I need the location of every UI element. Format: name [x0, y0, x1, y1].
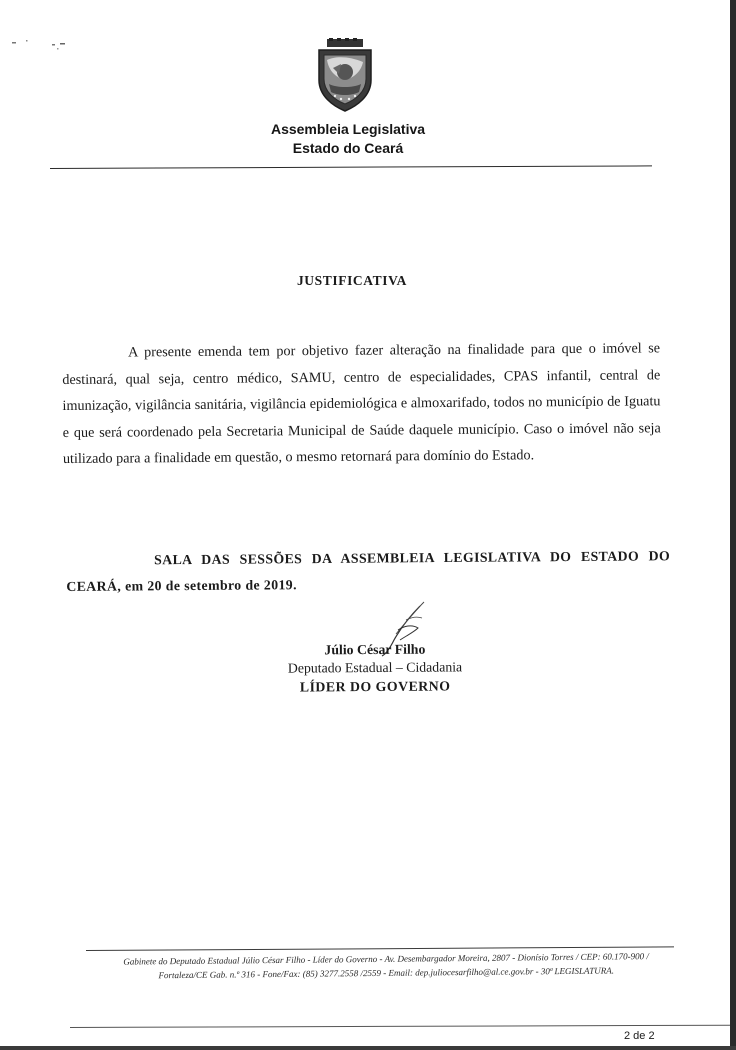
signer-name: Júlio César Filho — [324, 641, 426, 658]
signer-role: Deputado Estadual – Cidadania — [287, 659, 463, 676]
scan-specks — [12, 38, 72, 52]
org-name-line: Assembleia Legislativa — [270, 121, 426, 137]
signature-block — [250, 639, 500, 698]
closing-statement: SALA DAS SESSÕES DA ASSEMBLEIA LEGISLATIVA DO ESTADO DO CEARÁ, em 20 de setembro de 2019. — [66, 548, 671, 594]
justification-paragraph: A presente emenda tem por objetivo fazer alteração na finalidade para que o imóvel se destinará, qual seja, centro médico, SAMU, centro de especialidades, CPAS infantil, central de imunização, vigilância sanitária, vigilância epidemiológica e almoxarifado, todos no município de Iguatu e que será coordenado pela Secretaria Municipal de Saúde daquele município. Caso o imóvel não seja utilizado para a finalidade em questão, o mesmo retornará para domínio do Estado. — [62, 340, 661, 467]
closing-session-room: SALA DAS SESSÕES DA ASSEMBLEIA LEGISLATIVA DO ESTADO DO CEARÁ — [66, 548, 671, 594]
signer-position: LÍDER DO GOVERNO — [299, 678, 451, 695]
header-divider — [50, 165, 652, 169]
scan-edge-bottom — [0, 1046, 736, 1050]
letterhead-footer — [86, 949, 686, 983]
closing-date: em 20 de setembro de 2019. — [125, 577, 297, 594]
org-state-line: Estado do Ceará — [292, 140, 404, 156]
organization-header — [230, 120, 466, 158]
page-number: 2 de 2 — [624, 1030, 655, 1042]
footer-address-line: Gabinete do Deputado Estadual Júlio César Filho - Líder do Governo - Av. Desembargador Moreira, 2807 - Dionísio Torres / CEP: 60.170-900 / — [123, 951, 649, 967]
ceara-coat-of-arms-icon — [313, 38, 377, 112]
document-title: JUSTIFICATIVA — [296, 273, 408, 288]
footer-contact-line: Fortaleza/CE Gab. n.º 316 - Fone/Fax: (85) 3277.2558 /2559 - Email: dep.juliocesarfilho@al.ce.gov.br - 30ª LEGISLATURA. — [158, 965, 614, 981]
page-bottom-divider — [70, 1025, 730, 1028]
scan-edge-right — [730, 0, 736, 1050]
